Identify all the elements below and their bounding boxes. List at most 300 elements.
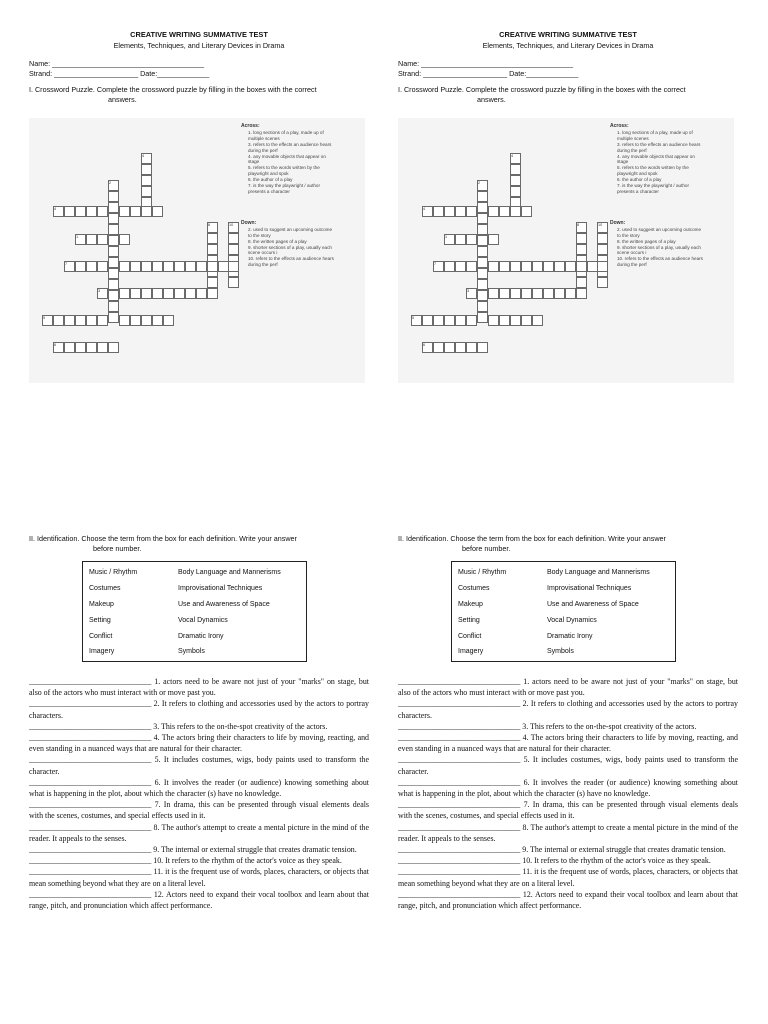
answer-blank[interactable]: _______________________________ [398,677,521,686]
term-cell: Costumes [458,585,490,593]
crossword-cell[interactable] [466,234,477,245]
crossword-cell[interactable] [119,206,130,217]
question-text: 2. It refers to clothing and accessories used by the actors to portray characters. [29,699,369,720]
answer-blank[interactable]: _______________________________ [29,777,152,787]
crossword-grid [29,118,239,383]
crossword-cell[interactable] [141,186,152,197]
test-subtitle: Elements, Techniques, and Literary Devices in Drama [113,41,285,50]
across-clue: during the perf [248,147,278,153]
down-heading: Down: [241,219,257,226]
crossword-cell[interactable] [119,315,130,326]
answer-blank[interactable]: _______________________________ [398,800,521,810]
across-clue: 4. any movable objects that appear on [248,153,326,159]
crossword-puzzle [29,118,365,383]
crossword-cell[interactable] [444,315,455,326]
question-text: 4. The actors bring their characters to life by moving, reacting, and even standing in a nuanced ways that are natural for their character. [29,733,369,754]
term-row [89,628,281,644]
crossword-cell[interactable] [532,288,543,299]
crossword-cell[interactable] [510,261,521,272]
across-clue: 7. is the way the playwright / author [248,183,321,189]
crossword-cell[interactable] [163,261,174,272]
term-cell: Use and Awareness of Space [178,600,270,608]
crossword-cell[interactable] [444,342,455,353]
crossword-cell[interactable] [597,233,608,244]
crossword-cell[interactable] [75,261,86,272]
crossword-cell[interactable] [477,224,488,235]
down-clue: to the story [617,232,640,238]
crossword-cell[interactable] [543,288,554,299]
crossword-cell[interactable] [196,261,207,272]
crossword-cell[interactable] [477,202,488,213]
strand-date-line: Strand: _____________________ Date:_____________ [29,69,210,78]
crossword-cell[interactable] [207,261,218,272]
term-cell: Imagery [458,648,484,656]
term-cell: Conflict [89,632,113,640]
crossword-cell[interactable] [597,277,608,288]
crossword-cell[interactable] [75,342,86,353]
answer-blank[interactable]: _______________________________ [29,800,152,810]
clue-number: 7 [65,262,68,266]
answer-blank[interactable]: _______________________________ [398,867,521,877]
question-item [29,721,369,732]
across-clue: 4. any movable objects that appear on [617,153,695,159]
crossword-cell[interactable] [86,234,97,245]
crossword-cell[interactable] [64,315,75,326]
crossword-cell[interactable] [86,315,97,326]
term-cell: Body Language and Mannerisms [178,569,281,577]
crossword-cell[interactable] [108,191,119,202]
crossword-cell[interactable] [108,202,119,213]
term-row [89,565,281,581]
crossword-cell[interactable] [108,257,119,268]
down-clue: during the perf [617,262,647,268]
crossword-cell[interactable] [119,288,130,299]
crossword-cell[interactable] [488,288,499,299]
crossword-cell[interactable] [488,234,499,245]
crossword-cell[interactable] [532,261,543,272]
crossword-cell[interactable] [565,288,576,299]
answer-blank[interactable]: _______________________________ [29,721,152,731]
term-cell: Music / Rhythm [458,569,507,577]
clue-number: 2 [478,181,481,185]
question-text: 1. actors need to be aware not just of your "marks" on stage, but also of the actors who must interact with or move past you. [398,677,738,698]
crossword-cell[interactable] [108,290,119,301]
crossword-cell[interactable] [433,342,444,353]
identification-questions [398,676,738,911]
crossword-cell[interactable] [108,224,119,235]
question-text: 7. In drama, this can be presented through visual elements deals with the scenes, costumes, and special effects used in it. [398,800,738,821]
crossword-cell[interactable] [521,261,532,272]
crossword-cell[interactable] [488,206,499,217]
term-cell: Setting [458,616,480,624]
across-clue: playwright and spok [248,171,289,177]
crossword-cell[interactable] [108,312,119,323]
clue-number: 3 [467,289,470,293]
down-clue: during the perf [248,262,278,268]
crossword-cell[interactable] [477,268,488,279]
across-clue: 3. refers to the effects an audience hears [617,141,701,147]
clue-number: 6 [423,343,426,347]
crossword-cell[interactable] [86,261,97,272]
crossword-cell[interactable] [207,288,218,299]
crossword-cell[interactable] [119,261,130,272]
crossword-grid [398,118,608,383]
across-clue: 3. refers to the effects an audience hears [248,141,332,147]
term-row [458,581,650,597]
section-1-line-2: answers. [477,95,506,104]
term-cell: Body Language and Mannerisms [547,569,650,577]
crossword-cell[interactable] [466,315,477,326]
crossword-cell[interactable] [119,234,130,245]
question-item [29,822,369,844]
crossword-cell[interactable] [576,244,587,255]
question-item [29,855,369,866]
crossword-cell[interactable] [141,164,152,175]
clue-number: 8 [208,223,211,227]
crossword-cell[interactable] [97,234,108,245]
answer-blank[interactable]: _______________________________ [29,699,152,709]
crossword-cell[interactable] [455,206,466,217]
clue-number: 5 [412,316,415,320]
term-cell: Symbols [178,648,205,656]
crossword-cell[interactable] [86,206,97,217]
crossword-cell[interactable] [554,261,565,272]
crossword-cell[interactable] [97,315,108,326]
section-1-line-1: I. Crossword Puzzle. Complete the crossword puzzle by filling in the boxes with the correct [29,85,317,94]
question-item [398,777,738,799]
answer-blank[interactable]: _______________________________ [398,699,521,709]
crossword-cell[interactable] [477,257,488,268]
question-item [398,698,738,720]
term-table [458,565,650,660]
clue-number: 2 [109,181,112,185]
question-text: 5. It includes costumes, wigs, body paints used to transform the character. [398,755,738,776]
crossword-cell[interactable] [141,175,152,186]
answer-blank[interactable]: _______________________________ [29,677,152,686]
term-cell: Makeup [458,600,483,608]
question-item [398,822,738,844]
crossword-cell[interactable] [207,277,218,288]
section-2-instructions [398,534,738,554]
clue-number: 4 [423,207,426,211]
answer-blank[interactable]: _______________________________ [398,889,521,899]
crossword-cell[interactable] [97,342,108,353]
clue-number: 1 [445,235,448,239]
question-text: 9. The internal or external struggle that creates dramatic tension. [151,845,357,855]
term-row [89,612,281,628]
crossword-cell[interactable] [152,206,163,217]
crossword-cell[interactable] [152,261,163,272]
crossword-cell[interactable] [108,342,119,353]
crossword-cell[interactable] [455,234,466,245]
section-2-line-2: before number. [93,544,142,553]
question-text: 3. This refers to the on-the-spot creativity of the actors. [151,721,328,731]
across-clue: stage [617,159,629,165]
crossword-cell[interactable] [543,261,554,272]
crossword-cell[interactable] [152,288,163,299]
crossword-cell[interactable] [499,315,510,326]
crossword-cell[interactable] [477,213,488,224]
crossword-cell[interactable] [521,315,532,326]
clue-number: 5 [43,316,46,320]
clue-number: 10 [598,223,603,227]
question-item [29,754,369,776]
question-text: 7. In drama, this can be presented through visual elements deals with the scenes, costumes, and special effects used in it. [29,800,369,821]
crossword-cell[interactable] [141,315,152,326]
crossword-cell[interactable] [130,261,141,272]
crossword-cell[interactable] [576,288,587,299]
term-row [458,597,650,613]
crossword-cell[interactable] [477,342,488,353]
term-cell: Dramatic Irony [547,632,593,640]
question-text: 2. It refers to clothing and accessories used by the actors to portray characters. [398,699,738,720]
answer-blank[interactable]: _______________________________ [29,822,152,832]
down-clue: scene occurs i [617,250,647,256]
question-text: 4. The actors bring their characters to life by moving, reacting, and even standing in a nuanced ways that are natural for their character. [398,733,738,754]
term-cell: Use and Awareness of Space [547,600,639,608]
question-item [29,676,369,698]
crossword-cell[interactable] [130,315,141,326]
clue-number: 8 [577,223,580,227]
crossword-cell[interactable] [141,288,152,299]
answer-blank[interactable]: _______________________________ [398,721,521,731]
crossword-cell[interactable] [488,261,499,272]
crossword-cell[interactable] [185,261,196,272]
across-clue: 6. the author of a play [617,177,662,183]
question-text: 11. it is the frequent use of words, places, characters, or objects that mean something beyond what they are on a literal level. [398,867,738,888]
crossword-cell[interactable] [141,206,152,217]
term-row [89,581,281,597]
crossword-cell[interactable] [455,315,466,326]
crossword-cell[interactable] [576,261,587,272]
answer-blank[interactable]: _______________________________ [398,755,521,765]
crossword-cell[interactable] [510,186,521,197]
question-item [398,799,738,821]
crossword-cell[interactable] [64,206,75,217]
crossword-cell[interactable] [477,301,488,312]
term-cell: Symbols [547,648,574,656]
question-text: 9. The internal or external struggle that creates dramatic tension. [520,845,726,855]
crossword-cell[interactable] [174,261,185,272]
down-heading: Down: [610,219,626,226]
crossword-cell[interactable] [455,261,466,272]
down-clue: 2. used to suggest an upcoming outcome [248,226,333,232]
crossword-cell[interactable] [152,315,163,326]
crossword-cell[interactable] [108,213,119,224]
question-item [398,855,738,866]
crossword-cell[interactable] [196,288,207,299]
crossword-cell[interactable] [163,315,174,326]
down-clue: 9. shorter sections of a play, usually each [248,244,332,250]
down-clue: 10. refers to the effects an audience hears [617,256,703,262]
crossword-cell[interactable] [207,244,218,255]
crossword-cell[interactable] [207,233,218,244]
term-row [89,597,281,613]
section-2-line-1: II. Identification. Choose the term from the box for each definition. Write your answer [398,534,666,543]
crossword-cell[interactable] [433,206,444,217]
crossword-cell[interactable] [597,261,608,272]
term-cell: Costumes [89,585,121,593]
crossword-clues [610,124,732,268]
clue-number: 10 [229,223,234,227]
question-text: 8. The author's attempt to create a mental picture in the mind of the reader. It appeals to the senses. [29,822,369,843]
term-cell: Improvisational Techniques [178,585,263,593]
crossword-cell[interactable] [510,206,521,217]
clue-number: 4 [511,154,514,158]
crossword-cell[interactable] [488,315,499,326]
question-item [29,866,369,888]
name-field-line: Name: ______________________________________ [398,59,574,68]
crossword-cell[interactable] [510,164,521,175]
answer-blank[interactable]: _______________________________ [29,755,152,765]
answer-blank[interactable]: _______________________________ [29,733,152,743]
question-item [398,721,738,732]
crossword-cell[interactable] [499,261,510,272]
across-clue: multiple scenes [248,135,280,141]
across-clues [241,130,363,195]
crossword-cell[interactable] [499,206,510,217]
crossword-cell[interactable] [466,261,477,272]
crossword-cell[interactable] [597,244,608,255]
question-text: 12. Actors need to expand their vocal toolbox and learn about that range, pitch, and pronunciation which affect performance. [398,889,738,911]
question-item [29,777,369,799]
crossword-cell[interactable] [444,206,455,217]
clue-number: 1 [76,235,79,239]
test-subtitle: Elements, Techniques, and Literary Devices in Drama [482,41,654,50]
down-clue: 2. used to suggest an upcoming outcome [617,226,702,232]
section-1-instructions [398,85,738,105]
answer-blank[interactable]: _______________________________ [29,845,152,855]
crossword-cell[interactable] [521,288,532,299]
crossword-cell[interactable] [466,342,477,353]
crossword-cell[interactable] [163,288,174,299]
crossword-cell[interactable] [64,342,75,353]
crossword-cell[interactable] [576,277,587,288]
crossword-cell[interactable] [477,312,488,323]
answer-blank[interactable]: _______________________________ [398,845,521,855]
crossword-cell[interactable] [228,277,239,288]
section-1-line-2: answers. [108,95,137,104]
question-text: 3. This refers to the on-the-spot creativity of the actors. [520,721,697,731]
crossword-cell[interactable] [477,279,488,290]
crossword-cell[interactable] [108,301,119,312]
crossword-cell[interactable] [576,233,587,244]
crossword-cell[interactable] [477,191,488,202]
crossword-cell[interactable] [130,288,141,299]
term-cell: Improvisational Techniques [547,585,632,593]
section-1-line-1: I. Crossword Puzzle. Complete the crossword puzzle by filling in the boxes with the correct [398,85,686,94]
question-item [398,676,738,698]
crossword-cell[interactable] [130,206,141,217]
answer-blank[interactable]: _______________________________ [398,777,521,787]
down-clues [241,227,363,268]
crossword-cell[interactable] [510,288,521,299]
clue-number: 4 [142,154,145,158]
term-cell: Music / Rhythm [89,569,138,577]
term-box [451,561,676,662]
down-clues [610,227,732,268]
name-field-line: Name: ______________________________________ [29,59,205,68]
crossword-cell[interactable] [228,261,239,272]
answer-blank[interactable]: _______________________________ [29,889,152,899]
down-clue: 8. the written pages of a play [248,238,307,244]
question-item [398,866,738,888]
term-cell: Makeup [89,600,114,608]
crossword-cell[interactable] [86,342,97,353]
crossword-cell[interactable] [455,342,466,353]
crossword-cell[interactable] [53,315,64,326]
crossword-cell[interactable] [141,261,152,272]
crossword-cell[interactable] [510,315,521,326]
answer-blank[interactable]: _______________________________ [29,856,152,866]
down-clue: 9. shorter sections of a play, usually each [617,244,701,250]
question-item [29,799,369,821]
across-clue: 7. is the way the playwright / author [617,183,690,189]
term-cell: Dramatic Irony [178,632,224,640]
term-row [458,628,650,644]
crossword-cell[interactable] [228,233,239,244]
question-text: 6. It involves the reader (or audience) knowing something about what is happening in the plot, about which the character (s) have no knowledge. [29,777,369,799]
crossword-cell[interactable] [108,279,119,290]
answer-blank[interactable]: _______________________________ [398,856,521,866]
crossword-cell[interactable] [108,246,119,257]
crossword-cell[interactable] [499,288,510,299]
section-2-line-1: II. Identification. Choose the term from the box for each definition. Write your answer [29,534,297,543]
crossword-cell[interactable] [433,315,444,326]
crossword-cell[interactable] [554,288,565,299]
term-cell: Imagery [89,648,115,656]
crossword-cell[interactable] [444,261,455,272]
down-clue: 8. the written pages of a play [617,238,676,244]
question-item [398,844,738,855]
crossword-cell[interactable] [75,315,86,326]
crossword-cell[interactable] [185,288,196,299]
crossword-cell[interactable] [466,206,477,217]
term-box [82,561,307,662]
answer-blank[interactable]: _______________________________ [398,822,521,832]
crossword-cell[interactable] [510,175,521,186]
answer-blank[interactable]: _______________________________ [29,867,152,877]
question-item [29,732,369,754]
term-row [458,565,650,581]
question-text: 10. It refers to the rhythm of the actor's voice as they speak. [520,856,711,866]
crossword-cell[interactable] [228,244,239,255]
clue-number: 7 [434,262,437,266]
crossword-cell[interactable] [97,206,108,217]
answer-blank[interactable]: _______________________________ [398,733,521,743]
across-clue: stage [248,159,260,165]
crossword-cell[interactable] [521,206,532,217]
across-clue: multiple scenes [617,135,649,141]
question-item [29,698,369,720]
crossword-cell[interactable] [174,288,185,299]
crossword-cell[interactable] [532,315,543,326]
question-text: 8. The author's attempt to create a mental picture in the mind of the reader. It appeals to the senses. [398,822,738,843]
crossword-cell[interactable] [108,235,119,246]
crossword-cell[interactable] [477,290,488,301]
across-heading: Across: [241,123,260,129]
term-row [458,612,650,628]
crossword-cell[interactable] [108,268,119,279]
crossword-cell[interactable] [75,206,86,217]
crossword-cell[interactable] [477,246,488,257]
crossword-cell[interactable] [422,315,433,326]
crossword-cell[interactable] [97,261,108,272]
across-clue: presents a character [248,188,290,194]
term-table [89,565,281,660]
crossword-cell[interactable] [565,261,576,272]
crossword-cell[interactable] [477,235,488,246]
